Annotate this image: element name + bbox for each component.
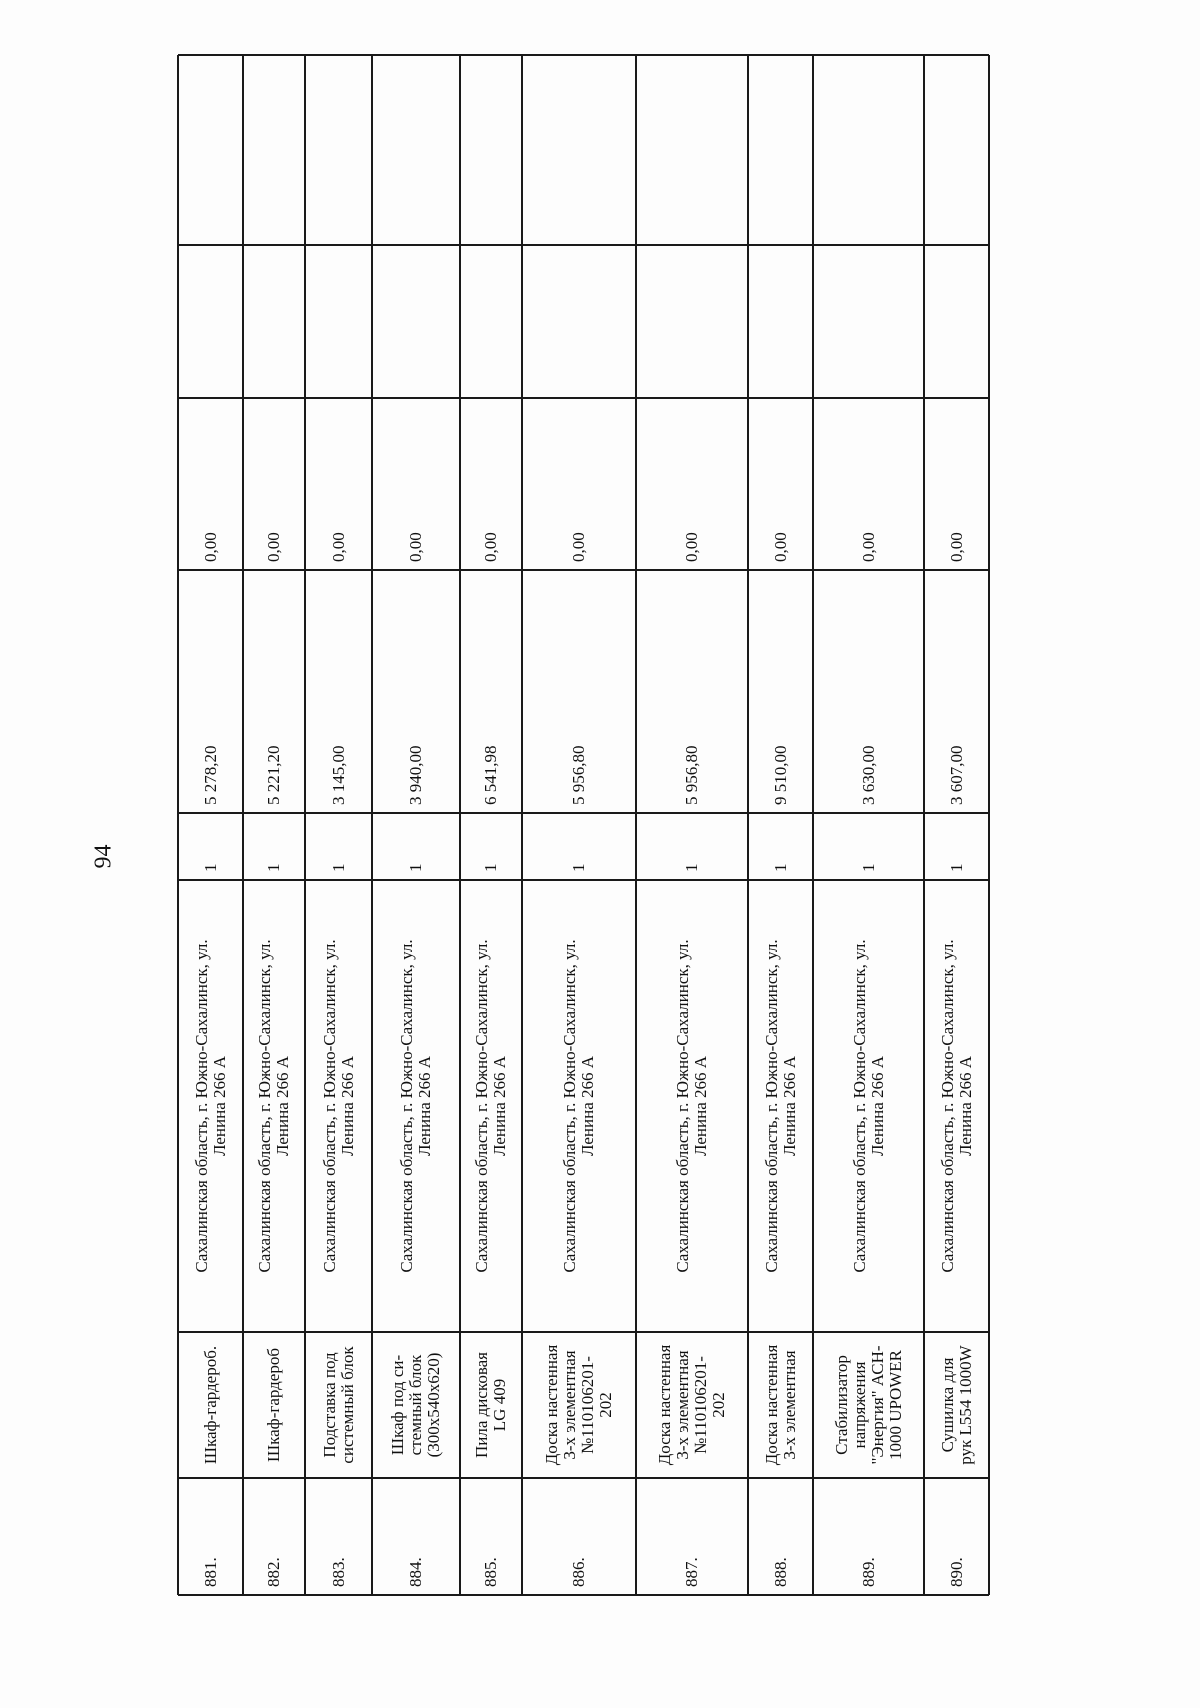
address-cell [924, 880, 989, 1332]
quantity-text: 1 [406, 863, 425, 872]
item-name-cell [178, 1332, 243, 1478]
residual-cell [813, 398, 924, 570]
quantity-cell [636, 813, 748, 880]
residual-cell [924, 398, 989, 570]
amount-cell [748, 570, 813, 813]
empty-cell [636, 55, 748, 245]
row-number-cell [372, 1478, 460, 1595]
amount-text: 5 956,80 [569, 745, 588, 805]
empty-cell [178, 245, 243, 398]
amount-cell [813, 570, 924, 813]
quantity-text: 1 [569, 863, 588, 872]
item-name-cell [813, 1332, 924, 1478]
item-name-text: Сушилка для рук L554 1000W [937, 1345, 975, 1465]
amount-cell [924, 570, 989, 813]
address-text: Сахалинская область, г. Южно-Сахалинск, ул. Ленина 266 А [255, 939, 292, 1273]
item-name-cell [924, 1332, 989, 1478]
residual-cell [243, 398, 305, 570]
row-number-text: 887. [682, 1557, 701, 1587]
item-name-cell [522, 1332, 636, 1478]
address-cell [178, 880, 243, 1332]
address-text: Сахалинская область, г. Южно-Сахалинск, ул. Ленина 266 А [472, 939, 509, 1273]
empty-cell [243, 55, 305, 245]
row-number-cell [243, 1478, 305, 1595]
item-name-cell [243, 1332, 305, 1478]
address-text: Сахалинская область, г. Южно-Сахалинск, ул. Ленина 266 А [560, 939, 597, 1273]
quantity-cell [522, 813, 636, 880]
item-name-cell [748, 1332, 813, 1478]
amount-text: 3 630,00 [858, 745, 878, 805]
item-name-text: Доска настенная 3-х элементная [761, 1344, 799, 1466]
residual-text: 0,00 [682, 532, 701, 562]
quantity-text: 1 [770, 863, 790, 872]
row-number-cell [924, 1478, 989, 1595]
row-number-cell [813, 1478, 924, 1595]
residual-text: 0,00 [946, 532, 966, 562]
address-cell [305, 880, 372, 1332]
quantity-cell [243, 813, 305, 880]
residual-cell [460, 398, 522, 570]
amount-cell [243, 570, 305, 813]
item-name-text: Подставка под системный блок [319, 1346, 357, 1464]
residual-cell [748, 398, 813, 570]
empty-cell [924, 245, 989, 398]
empty-cell [636, 245, 748, 398]
quantity-cell [748, 813, 813, 880]
amount-text: 5 956,80 [682, 745, 701, 805]
address-cell [372, 880, 460, 1332]
amount-text: 6 541,98 [481, 745, 500, 805]
residual-cell [178, 398, 243, 570]
item-name-text: Стабилизатор напряжения "Энергия" АСН- 1000 UPOWER [831, 1345, 905, 1465]
empty-cell [372, 245, 460, 398]
quantity-text: 1 [328, 863, 348, 872]
residual-cell [372, 398, 460, 570]
row-number-text: 884. [406, 1557, 425, 1587]
row-number-text: 883. [328, 1557, 348, 1587]
empty-cell [748, 245, 813, 398]
amount-cell [372, 570, 460, 813]
quantity-text: 1 [264, 863, 283, 872]
quantity-text: 1 [682, 863, 701, 872]
row-number-cell [636, 1478, 748, 1595]
amount-text: 9 510,00 [770, 745, 790, 805]
quantity-text: 1 [200, 863, 220, 872]
empty-cell [372, 55, 460, 245]
quantity-cell [372, 813, 460, 880]
quantity-cell [178, 813, 243, 880]
row-number-cell [178, 1478, 243, 1595]
address-cell [636, 880, 748, 1332]
address-cell [522, 880, 636, 1332]
row-number-text: 881. [200, 1557, 220, 1587]
quantity-cell [924, 813, 989, 880]
residual-text: 0,00 [406, 532, 425, 562]
empty-cell [813, 55, 924, 245]
address-text: Сахалинская область, г. Южно-Сахалинск, ул. Ленина 266 А [673, 939, 710, 1273]
address-cell [748, 880, 813, 1332]
empty-cell [522, 245, 636, 398]
address-text: Сахалинская область, г. Южно-Сахалинск, ул. Ленина 266 А [937, 939, 975, 1273]
empty-cell [178, 55, 243, 245]
item-name-text: Доска настенная 3-х элементная №110106201- 202 [542, 1344, 615, 1466]
row-number-cell [305, 1478, 372, 1595]
quantity-text: 1 [481, 863, 500, 872]
residual-cell [522, 398, 636, 570]
residual-cell [636, 398, 748, 570]
empty-cell [924, 55, 989, 245]
amount-cell [636, 570, 748, 813]
amount-cell [305, 570, 372, 813]
residual-cell [305, 398, 372, 570]
amount-cell [178, 570, 243, 813]
row-number-cell [522, 1478, 636, 1595]
empty-cell [748, 55, 813, 245]
address-cell [813, 880, 924, 1332]
residual-text: 0,00 [481, 532, 500, 562]
quantity-cell [460, 813, 522, 880]
amount-text: 3 145,00 [328, 745, 348, 805]
address-text: Сахалинская область, г. Южно-Сахалинск, ул. Ленина 266 А [319, 939, 357, 1273]
item-name-cell [636, 1332, 748, 1478]
item-name-cell [305, 1332, 372, 1478]
item-name-text: Доска настенная 3-х элементная №110106201- 202 [655, 1344, 728, 1466]
address-text: Сахалинская область, г. Южно-Сахалинск, ул. Ленина 266 А [849, 939, 887, 1273]
item-name-cell [372, 1332, 460, 1478]
row-number-cell [748, 1478, 813, 1595]
amount-text: 5 278,20 [200, 745, 220, 805]
residual-text: 0,00 [770, 532, 790, 562]
address-text: Сахалинская область, г. Южно-Сахалинск, ул. Ленина 266 А [397, 939, 434, 1273]
row-number-text: 882. [264, 1557, 283, 1587]
address-cell [243, 880, 305, 1332]
address-text: Сахалинская область, г. Южно-Сахалинск, ул. Ленина 266 А [761, 939, 799, 1273]
empty-cell [460, 55, 522, 245]
amount-cell [522, 570, 636, 813]
empty-cell [522, 55, 636, 245]
empty-cell [305, 55, 372, 245]
item-name-text: Шкаф-гардероб [264, 1348, 283, 1463]
residual-text: 0,00 [264, 532, 283, 562]
item-name-text: Пила дисковая LG 409 [472, 1352, 509, 1459]
amount-text: 3 940,00 [406, 745, 425, 805]
empty-cell [460, 245, 522, 398]
residual-text: 0,00 [569, 532, 588, 562]
row-number-text: 889. [858, 1557, 878, 1587]
amount-text: 3 607,00 [946, 745, 966, 805]
item-name-text: Шкаф-гардероб. [200, 1345, 220, 1465]
quantity-text: 1 [858, 863, 878, 872]
residual-text: 0,00 [858, 532, 878, 562]
quantity-cell [305, 813, 372, 880]
empty-cell [243, 245, 305, 398]
address-text: Сахалинская область, г. Южно-Сахалинск, ул. Ленина 266 А [191, 939, 229, 1273]
address-cell [460, 880, 522, 1332]
residual-text: 0,00 [328, 532, 348, 562]
item-name-cell [460, 1332, 522, 1478]
empty-cell [813, 245, 924, 398]
page-number: 94 [90, 844, 117, 868]
amount-cell [460, 570, 522, 813]
empty-cell [305, 245, 372, 398]
item-name-text: Шкаф под си- стемный блок (300х540х620) [388, 1352, 443, 1458]
residual-text: 0,00 [200, 532, 220, 562]
row-number-cell [460, 1478, 522, 1595]
row-number-text: 885. [481, 1557, 500, 1587]
row-number-text: 888. [770, 1557, 790, 1587]
row-number-text: 890. [946, 1557, 966, 1587]
quantity-cell [813, 813, 924, 880]
row-number-text: 886. [569, 1557, 588, 1587]
amount-text: 5 221,20 [264, 745, 283, 805]
quantity-text: 1 [946, 863, 966, 872]
